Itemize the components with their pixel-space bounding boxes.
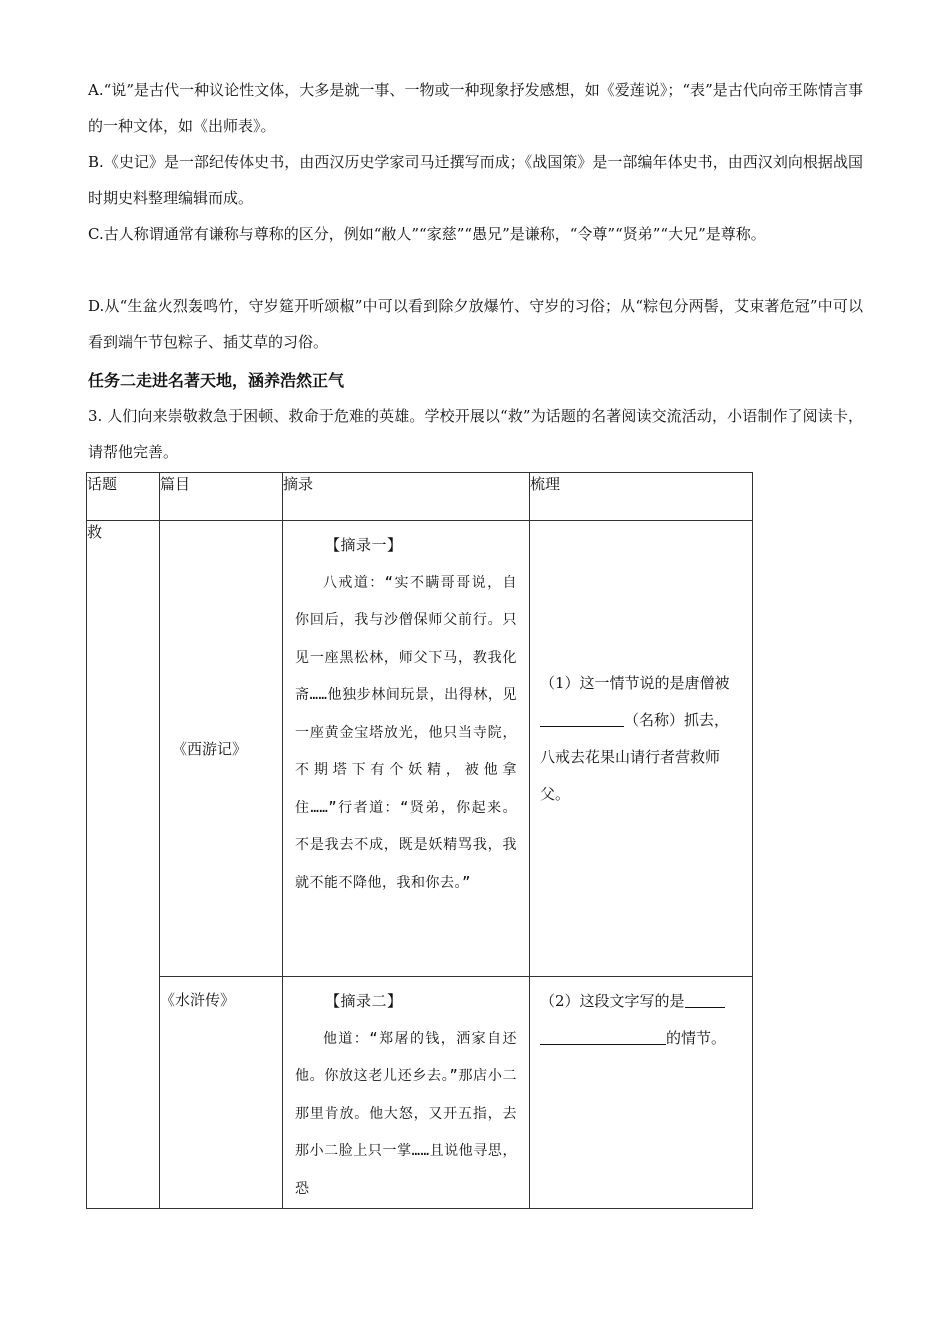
header-excerpt: 摘录 [283, 473, 530, 521]
question-text: 3. 人们向来崇敬救急于困顿、救命于危难的英雄。学校开展以“救”为话题的名著阅读交流活动，小语制作了阅读卡，请帮他完善。 [88, 407, 863, 461]
analysis-text: （2）这段文字写的是 [540, 992, 685, 1010]
analysis-cell [530, 521, 753, 977]
header-analysis: 梳理 [530, 473, 753, 521]
option-label: C. [88, 225, 104, 243]
header-book: 篇目 [160, 473, 283, 521]
answer-blank[interactable] [685, 991, 725, 1008]
option-d [88, 288, 863, 360]
answer-blank[interactable] [540, 710, 624, 727]
option-b [88, 144, 863, 216]
reading-card-table [86, 472, 753, 1209]
book-title: 《水浒传》 [160, 991, 236, 1009]
excerpt-title: 【摘录一】 [325, 536, 403, 554]
book-title: 《西游记》 [172, 740, 248, 758]
table-header-row [87, 473, 753, 521]
analysis-text: （名称）抓去，八戒去花果山请行者营救师父。 [540, 710, 730, 803]
option-label: B. [88, 153, 104, 171]
topic-cell [87, 521, 160, 1209]
excerpt-cell [283, 521, 530, 977]
analysis-cell [530, 977, 753, 1209]
topic-text: 救 [87, 523, 103, 541]
option-text: 从“生盆火烈轰鸣竹，守岁筵开听颂椒”中可以看到除夕放爆竹、守岁的习俗；从“粽包分两髻，艾束著危冠”中可以看到端午节包粽子、插艾草的习俗。 [88, 297, 863, 351]
answer-blank[interactable] [540, 1028, 666, 1045]
section-heading: 任务二走进名著天地，涵养浩然正气 [88, 371, 345, 390]
table-row [87, 521, 753, 977]
excerpt-title: 【摘录二】 [325, 992, 403, 1010]
option-label: A. [88, 81, 104, 99]
option-text: 《史记》是一部纪传体史书，由西汉历史学家司马迁撰写而成；《战国策》是一部编年体史书，由西汉刘向根据战国时期史料整理编辑而成。 [88, 153, 863, 207]
book-cell [160, 521, 283, 977]
header-topic: 话题 [87, 473, 160, 521]
excerpt-cell [283, 977, 530, 1209]
option-label: D. [88, 297, 105, 315]
option-a [88, 72, 863, 144]
option-c [88, 216, 863, 252]
option-text: “说”是古代一种议论性文体，大多是就一事、一物或一种现象抒发感想，如《爱莲说》；“表”是古代向帝王陈情言事的一种文体，如《出师表》。 [88, 81, 863, 135]
excerpt-body: 他道：“郑屠的钱，洒家自还他。你放这老儿还乡去。”那店小二那里肯放。他大怒，又开五指，去那小二脸上只一掌……且说他寻思，恐 [295, 1030, 517, 1197]
analysis-text: 的情节。 [666, 1029, 727, 1047]
excerpt-body: 八戒道：“实不瞒哥哥说，自你回后，我与沙僧保师父前行。只见一座黑松林，师父下马，教我化斋……他独步林间玩景，出得林，见一座黄金宝塔放光，他只当寺院，不期塔下有个妖精，被他拿住……”行者道：“贤弟，你起来。不是我去不成，既是妖精骂我，我就不能不降他，我和你去。” [295, 574, 517, 891]
table-row [87, 977, 753, 1209]
book-cell [160, 977, 283, 1209]
option-text: 古人称谓通常有谦称与尊称的区分，例如“敝人”“家慈”“愚兄”是谦称，“令尊”“贤弟”“大兄”是尊称。 [103, 225, 766, 243]
analysis-text: （1）这一情节说的是唐僧被 [540, 673, 730, 692]
